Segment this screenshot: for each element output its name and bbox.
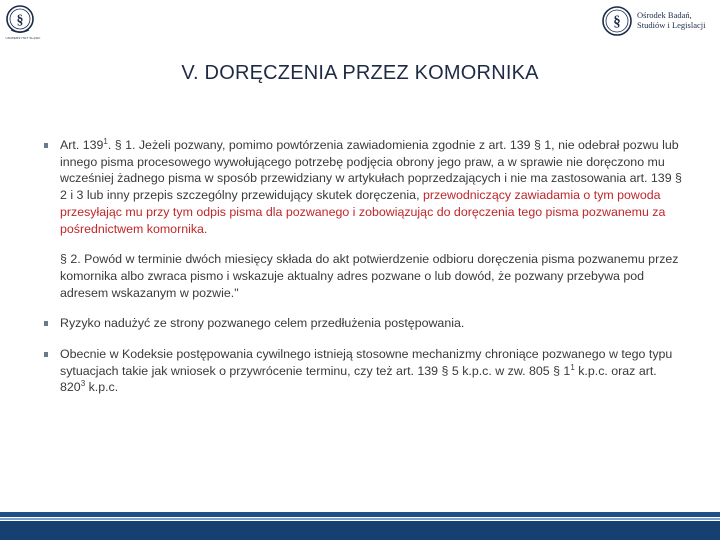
institute-logo-line-2: Studiów i Legislacji <box>637 20 706 30</box>
bottom-bar-stripe-2 <box>0 518 720 520</box>
svg-text:§: § <box>16 13 24 28</box>
university-logo-caption: UNIWERSYTET ŚLĄSKI <box>5 36 41 40</box>
bullet-item-article-139 <box>44 137 684 237</box>
university-logo <box>3 4 41 48</box>
bottom-bar-stripe-3 <box>0 521 720 540</box>
bullet-text-part-3: k.p.c. <box>85 380 119 395</box>
article-reference: Art. 139 <box>60 138 104 152</box>
bullet-item-abuse-risk <box>44 315 684 332</box>
bottom-bar-stripe-1 <box>0 512 720 517</box>
bottom-decorative-bar <box>0 512 720 540</box>
bullet-marker-icon <box>44 143 48 148</box>
institute-emblem-icon <box>600 4 634 38</box>
superscript-1: 1 <box>570 362 575 372</box>
article-superscript: 1 <box>103 136 108 146</box>
bullet-text-part-1: Obecnie w Kodeksie postępowania cywilnego istnieją stosowne mechanizmy chroniące pozwanego w tego typu sytuacjach takie jak wniosek o przywrócenie terminu, czy też art. 139 § 5 k.p.c. w zw. 805 § 1 <box>60 347 673 378</box>
slide-body <box>44 137 684 410</box>
bullet-marker-icon <box>44 321 48 326</box>
institute-logo <box>600 4 718 38</box>
bullet-text-part-2: k.p.c. oraz art. 820 <box>60 363 657 395</box>
bullet-item-current-mechanisms <box>44 346 684 396</box>
institute-logo-text <box>637 10 717 30</box>
institute-logo-line-1: Ośrodek Badań, <box>637 10 692 20</box>
bullet-marker-icon <box>44 352 48 357</box>
highlighted-text: przewodniczący zawiadamia o tym powoda przesyłając mu przy tym odpis pisma dla pozwanego i zobowiązując do doręczenia tego pisma pozwanemu za pośrednictwem komornika. <box>60 188 666 236</box>
svg-text:§: § <box>613 14 621 30</box>
bullet-text: . § 1. Jeżeli pozwany, pomimo powtórzenia zawiadomienia zgodnie z art. 139 § 1, nie odebrał pozwu lub innego pisma procesowego wywołującego potrzebę podjęcia obrony jego praw, a w sprawie nie doręczono mu wcześniej żadnego pisma w sposób przewidziany w artykułach poprzedzających i nie ma zastosowania art. 139 § 2 i 3 lub inny przepis szczególny przewidujący skutek doręczenia, <box>60 138 682 203</box>
bullet-text: Ryzyko nadużyć ze strony pozwanego celem przedłużenia postępowania. <box>60 316 465 331</box>
university-emblem-icon <box>3 4 37 36</box>
slide-title: V. DORĘCZENIA PRZEZ KOMORNIKA <box>181 62 539 84</box>
superscript-2: 3 <box>80 379 86 389</box>
paragraph-section-2: § 2. Powód w terminie dwóch miesięcy składa do akt potwierdzenie odbioru doręczenia pisma pozwanemu przez komornika albo zwraca pismo i wskazuje aktualny adres pozwane o lub dowód, że pozwany przebywa pod adresem wskazanym w pozwie." <box>60 252 679 300</box>
